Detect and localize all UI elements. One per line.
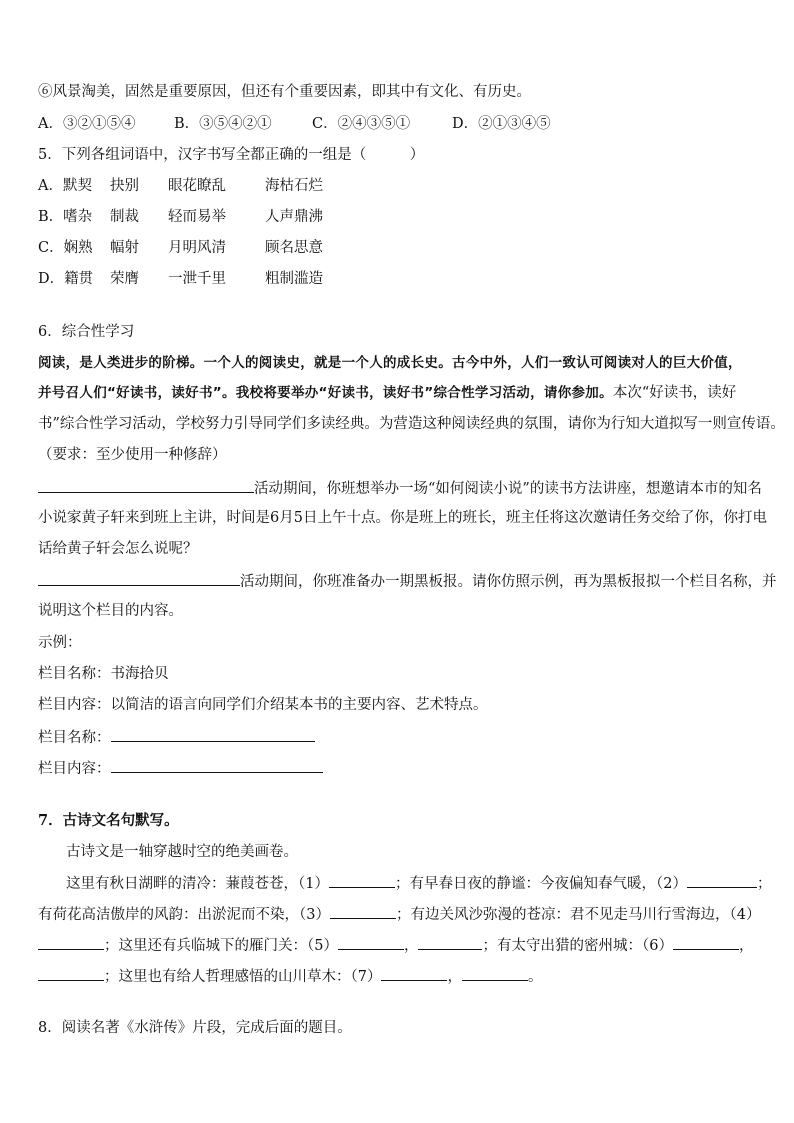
q5-a-word3: 眼花瞭乱	[168, 178, 226, 194]
q6-sub3-line2: 说明这个栏目的内容。	[38, 603, 183, 619]
q6-passage-line2-print: 本次“好读书，读好	[612, 385, 737, 401]
q4-option-d: D．②①③④⑤	[452, 116, 551, 132]
q7-line4-text-a: ；这里也有给人哲理感悟的山川草木：（7）	[104, 969, 382, 985]
q6-passage-line3: 书”综合性学习活动，学校努力引导同学们多读经典。为营造这种阅读经典的氛围，请你为行知大道拟写一则宣传语。	[38, 416, 785, 432]
q5-b-word2: 制裁	[110, 209, 139, 225]
q5-d-word4: 粗制滥造	[265, 271, 323, 287]
q5-option-d	[38, 269, 323, 289]
q6-column-content-label: 栏目内容：	[38, 761, 111, 777]
q7-line4-period: 。	[527, 969, 543, 985]
q8-stem: 8．阅读名著《水浒传》片段，完成后面的题目。	[38, 1020, 352, 1036]
q7-line4	[38, 966, 542, 987]
q7-line3	[38, 935, 753, 956]
q7-line1-text-c: ；	[756, 876, 772, 892]
q5-a-word1: A．默契	[38, 178, 92, 194]
q7-blank-2[interactable]	[687, 873, 757, 888]
q5-c-word4: 顾名思意	[265, 240, 323, 256]
q5-option-b	[38, 207, 323, 227]
q7-line2-text-a: 有荷花高洁傲岸的风韵：出淤泥而不染，（3）	[38, 907, 330, 923]
q7-line1	[66, 873, 771, 894]
q6-sub3-text: 活动期间，你班准备办一期黑板报。请你仿照示例，再为黑板报拟一个栏目名称，并	[240, 574, 777, 590]
line-item-6: ⑥风景淘美，固然是重要原因，但还有个重要因素，即其中有文化、有历史。	[38, 84, 531, 100]
q5-d-word2: 荣膺	[110, 271, 139, 287]
q7-line2	[38, 904, 760, 925]
q5-stem: 5．下列各组词语中，汉字书写全都正确的一组是（ ）	[38, 147, 425, 163]
q6-example-label: 示例：	[38, 635, 82, 651]
q6-passage-line1: 阅读，是人类进步的阶梯。一个人的阅读史，就是一个人的成长史。古今中外，人们一致认可阅读对人的巨大价值，	[38, 355, 742, 371]
q7-blank-6b[interactable]	[38, 966, 104, 981]
q6-column-name-row	[38, 727, 315, 748]
q5-c-word2: 幅射	[110, 240, 139, 256]
q5-b-word1: B．嗜杂	[38, 209, 93, 225]
q5-a-word4: 海枯石烂	[265, 178, 323, 194]
q6-passage-line2-hand: 并号召人们“好读书，读好书”。我校将要举办“好读书，读好书”综合性学习活动，请你参加。	[38, 385, 613, 401]
q7-intro: 古诗文是一轴穿越时空的绝美画卷。	[66, 844, 298, 860]
q5-b-word3: 轻而易举	[168, 209, 226, 225]
q6-column-content-blank[interactable]	[111, 758, 323, 773]
q5-b-word4: 人声鼎沸	[265, 209, 323, 225]
q5-option-c	[38, 238, 323, 258]
q7-blank-5b[interactable]	[418, 935, 482, 950]
q6-title: 6．综合性学习	[38, 324, 135, 340]
q6-answer-blank-1[interactable]	[38, 478, 254, 493]
q7-blank-5a[interactable]	[338, 935, 404, 950]
q7-blank-3[interactable]	[330, 904, 396, 919]
q6-example-name: 栏目名称：书海拾贝	[38, 666, 169, 682]
q6-column-name-blank[interactable]	[111, 727, 315, 742]
q6-requirement: （要求：至少使用一种修辞）	[38, 447, 227, 463]
q7-line1-text-b: ；有早春日夜的静谧：今夜偏知春气暖，（2）	[394, 876, 687, 892]
q6-sub3-line1	[38, 571, 777, 592]
q7-line1-text-a: 这里有秋日湖畔的清冷：蒹葭苍苍，（1）	[66, 876, 329, 892]
q7-blank-4[interactable]	[38, 935, 104, 950]
q4-options	[38, 114, 551, 134]
q7-blank-1[interactable]	[329, 873, 395, 888]
q5-d-word1: D．籍贯	[38, 271, 94, 287]
q7-line4-comma: ，	[447, 969, 462, 985]
q6-sub2-text: 活动期间，你班想举办一场“如何阅读小说”的读书方法讲座，想邀请本市的知名	[254, 481, 762, 497]
q6-example-content: 栏目内容：以简洁的语言向同学们介绍某本书的主要内容、艺术特点。	[38, 697, 488, 713]
q6-sub2-line1	[38, 478, 762, 499]
q7-line3-text-a: ；这里还有兵临城下的雁门关：（5）	[104, 938, 338, 954]
q4-option-b: B．③⑤④②①	[174, 116, 272, 132]
q5-d-word3: 一泄千里	[168, 271, 226, 287]
q5-a-word2: 抉别	[110, 178, 139, 194]
q6-column-content-row	[38, 758, 323, 779]
q5-c-word3: 月明风清	[168, 240, 226, 256]
q7-blank-6a[interactable]	[673, 935, 739, 950]
q6-sub2-line3: 话给黄子轩会怎么说呢？	[38, 541, 198, 557]
q4-option-a: A．③②①⑤④	[38, 116, 136, 132]
q7-blank-7a[interactable]	[381, 966, 447, 981]
q7-line3-comma-2: ，	[738, 938, 754, 954]
q5-option-a	[38, 176, 323, 196]
q6-sub2-line2: 小说家黄子轩来到班上主讲，时间是6月5日上午十点。你是班上的班长，班主任将这次邀请任务交给了你，你打电	[38, 510, 767, 526]
q7-line3-comma-1: ，	[403, 938, 419, 954]
q7-line3-text-c: ；有太守出猎的密州城：（6）	[482, 938, 673, 954]
q4-option-c: C．②④③⑤①	[312, 116, 411, 132]
q7-title: 7．古诗文名句默写。	[38, 812, 179, 829]
q6-passage-line2	[38, 383, 736, 403]
q7-blank-7b[interactable]	[462, 966, 528, 981]
q6-answer-blank-2[interactable]	[38, 571, 240, 586]
q7-line2-text-b: ；有边关风沙弥漫的苍凉：君不见走马川行雪海边，（4）	[395, 907, 761, 923]
q6-column-name-label: 栏目名称：	[38, 730, 111, 746]
q5-c-word1: C．娴熟	[38, 240, 93, 256]
